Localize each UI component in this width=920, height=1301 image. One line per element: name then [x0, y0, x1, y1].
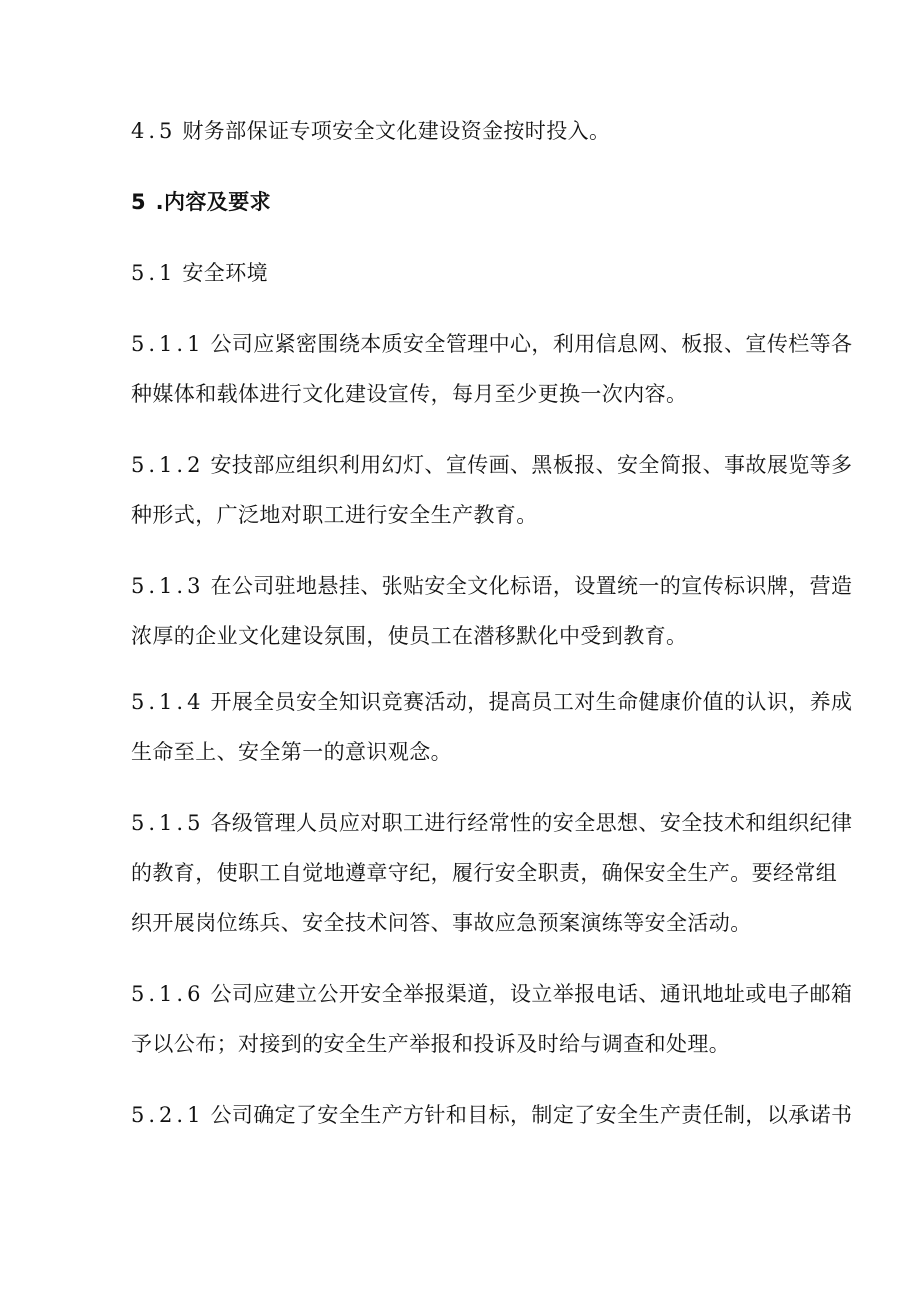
- clause-text: 公司应建立公开安全举报渠道，设立举报电话、通讯地址或电子邮箱: [210, 982, 853, 1006]
- clause-5-1-4-line-2: 生命至上、安全第一的意识观念。: [131, 740, 452, 764]
- clause-text: 公司确定了安全生产方针和目标，制定了安全生产责任制，以承诺书: [210, 1103, 853, 1127]
- clause-text: 在公司驻地悬挂、张贴安全文化标语，设置统一的宣传标识牌，营造: [210, 574, 853, 598]
- clause-text: 财务部保证专项安全文化建设资金按时投入。: [182, 119, 611, 143]
- subsection-title: 安全环境: [182, 261, 269, 285]
- clause-4-5: [131, 117, 610, 145]
- clause-5-1-3-line-2: 浓厚的企业文化建设氛围，使员工在潜移默化中受到教育。: [131, 624, 688, 648]
- clause-number: 5.1.2: [131, 453, 205, 477]
- clause-5-1-5-line-3: 织开展岗位练兵、安全技术问答、事故应急预案演练等安全活动。: [131, 911, 752, 935]
- clause-text: 安技部应组织利用幻灯、宣传画、黑板报、安全简报、事故展览等多: [210, 453, 853, 477]
- clause-5-1-5-line-2: 的教育，使职工自觉地遵章守纪，履行安全职责，确保安全生产。要经常组: [131, 861, 838, 885]
- clause-5-1-1-line-1: [131, 330, 852, 358]
- clause-number: 5.1.6: [131, 982, 205, 1006]
- clause-number: 4.5: [131, 119, 177, 143]
- clause-5-1-6-line-2: 予以公布；对接到的安全生产举报和投诉及时给与调查和处理。: [131, 1032, 731, 1056]
- clause-text: 开展全员安全知识竞赛活动，提高员工对生命健康价值的认识，养成: [210, 690, 853, 714]
- section-heading-5: [131, 188, 271, 216]
- clause-5-1-4-line-1: [131, 688, 852, 716]
- clause-text: 各级管理人员应对职工进行经常性的安全思想、安全技术和组织纪律: [210, 811, 853, 835]
- clause-number: 5.1.5: [131, 811, 205, 835]
- clause-number: 5.1.4: [131, 690, 205, 714]
- section-title: .内容及要求: [155, 190, 272, 214]
- clause-5-1-1-line-2: 种媒体和载体进行文化建设宣传，每月至少更换一次内容。: [131, 382, 688, 406]
- subsection-heading-5-1: [131, 259, 268, 287]
- clause-5-2-1-line-1: [131, 1101, 852, 1129]
- clause-5-1-2-line-2: 种形式，广泛地对职工进行安全生产教育。: [131, 503, 538, 527]
- subsection-number: 5.1: [131, 261, 177, 285]
- clause-number: 5.1.1: [131, 332, 205, 356]
- clause-5-1-5-line-1: [131, 809, 852, 837]
- clause-text: 公司应紧密围绕本质安全管理中心，利用信息网、板报、宣传栏等各: [210, 332, 853, 356]
- clause-number: 5.1.3: [131, 574, 205, 598]
- clause-number: 5.2.1: [131, 1103, 205, 1127]
- clause-5-1-6-line-1: [131, 980, 852, 1008]
- clause-5-1-2-line-1: [131, 451, 852, 479]
- clause-5-1-3-line-1: [131, 572, 852, 600]
- section-number: 5: [131, 190, 150, 214]
